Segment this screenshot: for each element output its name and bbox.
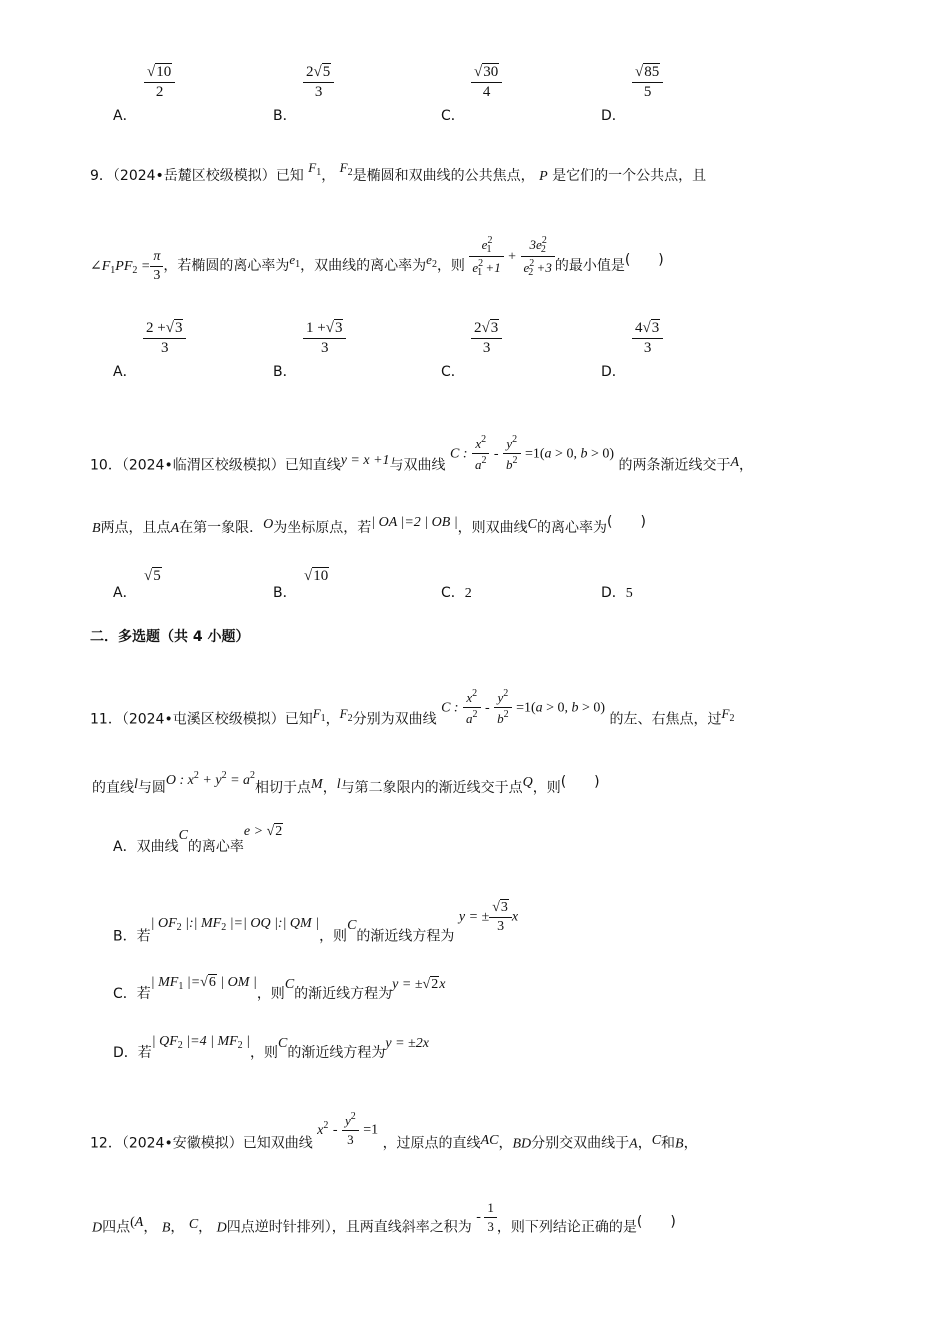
q11-answer-paren: ( ) (560, 774, 600, 790)
q8-option-a-label: A． (113, 108, 137, 124)
q9-answer-paren: ( ) (624, 252, 664, 268)
q10-option-b-label: B． (273, 585, 297, 601)
q12-line1: 12．（2024•安徽模拟）已知双曲线 $x^2$ - $\frac{y^2}{3}$ =1 ，过原点的直线AC，BD分别交双曲线于A，C和B， (90, 1111, 698, 1152)
q8-option-a-value: $\frac{√10}{2}$ (144, 64, 175, 101)
q9-option-c-value: $\frac{2√3}{3}$ (471, 320, 502, 357)
q12-source: （2024•安徽模拟） (121, 1135, 243, 1152)
q9-line2: $\angle F_1PF_2$ = $\frac{\pi}{3}$ ，若椭圆的离心率为$e_1$，双曲线的离心率为$e_2$，则 $\frac{e^2_1}{e^2_1 +1}$ + $\frac{3e^2_2}{e^2_2 +3}$ 的最小值是( ) (90, 234, 664, 283)
q9-line1: 9．（2024•岳麓区校级模拟）已知 $F_1$， $F_2$是椭圆和双曲线的公共焦点， P 是它们的一个公共点，且 (90, 160, 707, 184)
q10-option-c: C．2 (441, 585, 472, 601)
q11-option-c: C．若| $MF_1$ |=√6 | OM |，则C的渐近线方程为y = ±√2x (113, 975, 446, 1002)
q10-source: （2024•临渭区校级模拟） (121, 457, 285, 474)
q9-option-b-label: B． (273, 364, 297, 380)
q10-option-d: D．5 (601, 585, 633, 601)
q9-number: 9． (90, 168, 113, 184)
q9-option-d-label: D． (601, 364, 626, 380)
q11-option-b: B．若| $OF_2$ |:| $MF_2$ |=| OQ |:| QM |，则C的渐近线方程为 y = ± $\frac{√3}{3}$ x (113, 900, 519, 945)
q12-number: 12． (90, 1135, 122, 1152)
q10-option-b-value: √10 (304, 568, 329, 584)
q8-option-d-value: $\frac{√85}{5}$ (632, 64, 663, 101)
q8-option-d-label: D． (601, 108, 626, 124)
q9-option-b-value: $\frac{1 +√3}{3}$ (303, 320, 346, 357)
q8-option-b-label: B． (273, 108, 297, 124)
q9-option-a-value: $\frac{2 +√3}{3}$ (143, 320, 186, 357)
q9-source: （2024•岳麓区校级模拟） (112, 168, 276, 184)
q10-line1: 10．（2024•临渭区校级模拟）已知直线y = x +1与双曲线 C : $\frac{x^2}{a^2}$ - $\frac{y^2}{b^2}$ =1(a > 0, b > 0) 的两条渐近线交于A， (90, 434, 754, 474)
q12-line2: D四点(A， B， C， D四点逆时针排列），且两直线斜率之积为 - $\frac{1}{3}$ ，则下列结论正确的是( ) (92, 1200, 676, 1236)
q10-answer-paren: ( ) (607, 514, 646, 530)
q9-option-d-value: $\frac{4√3}{3}$ (632, 320, 663, 357)
q10-number: 10． (90, 457, 122, 474)
q11-source: （2024•屯溪区校级模拟） (121, 711, 285, 728)
q11-option-d: D．若| $QF_2$ |=4 | $MF_2$ |，则C的渐近线方程为y = ±2x (113, 1034, 429, 1061)
q11-line1: 11．（2024•屯溪区校级模拟）已知$F_1$，$F_2$分别为双曲线 C : $\frac{x^2}{a^2}$ - $\frac{y^2}{b^2}$ =1(a > 0, b > 0) 的左、右焦点，过$F_2$ (90, 688, 735, 728)
q12-answer-paren: ( ) (636, 1213, 676, 1230)
q11-number: 11． (90, 711, 122, 728)
q9-option-c-label: C． (441, 364, 465, 380)
q9-expression: $\frac{e^2_1}{e^2_1 +1}$ + $\frac{3e^2_2}{e^2_2 +3}$ (469, 235, 554, 278)
q11-option-a: A．双曲线C的离心率e > √2 (113, 824, 283, 855)
q8-option-b-value: $\frac{2√5}{3}$ (303, 64, 334, 101)
section-heading-multiple-choice: 二．多选题（共 4 小题） (90, 629, 250, 645)
q11-line2: 的直线l与圆O : $x^2 + y^2 = a^2$相切于点M，l与第二象限内的渐近线交于点Q，则( ) (92, 770, 600, 796)
q11-hyperbola: C : $\frac{x^2}{a^2}$ - $\frac{y^2}{b^2}$ =1(a > 0, b > 0) (441, 688, 606, 726)
q8-option-c-value: $\frac{√30}{4}$ (471, 64, 502, 101)
q10-option-a-value: √5 (144, 568, 161, 584)
q12-hyperbola: $x^2$ - $\frac{y^2}{3}$ =1 (317, 1111, 379, 1147)
q8-option-c-label: C． (441, 108, 465, 124)
q10-option-a-label: A． (113, 585, 137, 601)
q9-option-a-label: A． (113, 364, 137, 380)
q10-hyperbola: C : $\frac{x^2}{a^2}$ - $\frac{y^2}{b^2}$ =1(a > 0, b > 0) (450, 434, 615, 472)
q10-line2: B两点，且点A在第一象限．O为坐标原点，若| OA |=2 | OB |，则双曲线C的离心率为( ) (92, 514, 646, 536)
